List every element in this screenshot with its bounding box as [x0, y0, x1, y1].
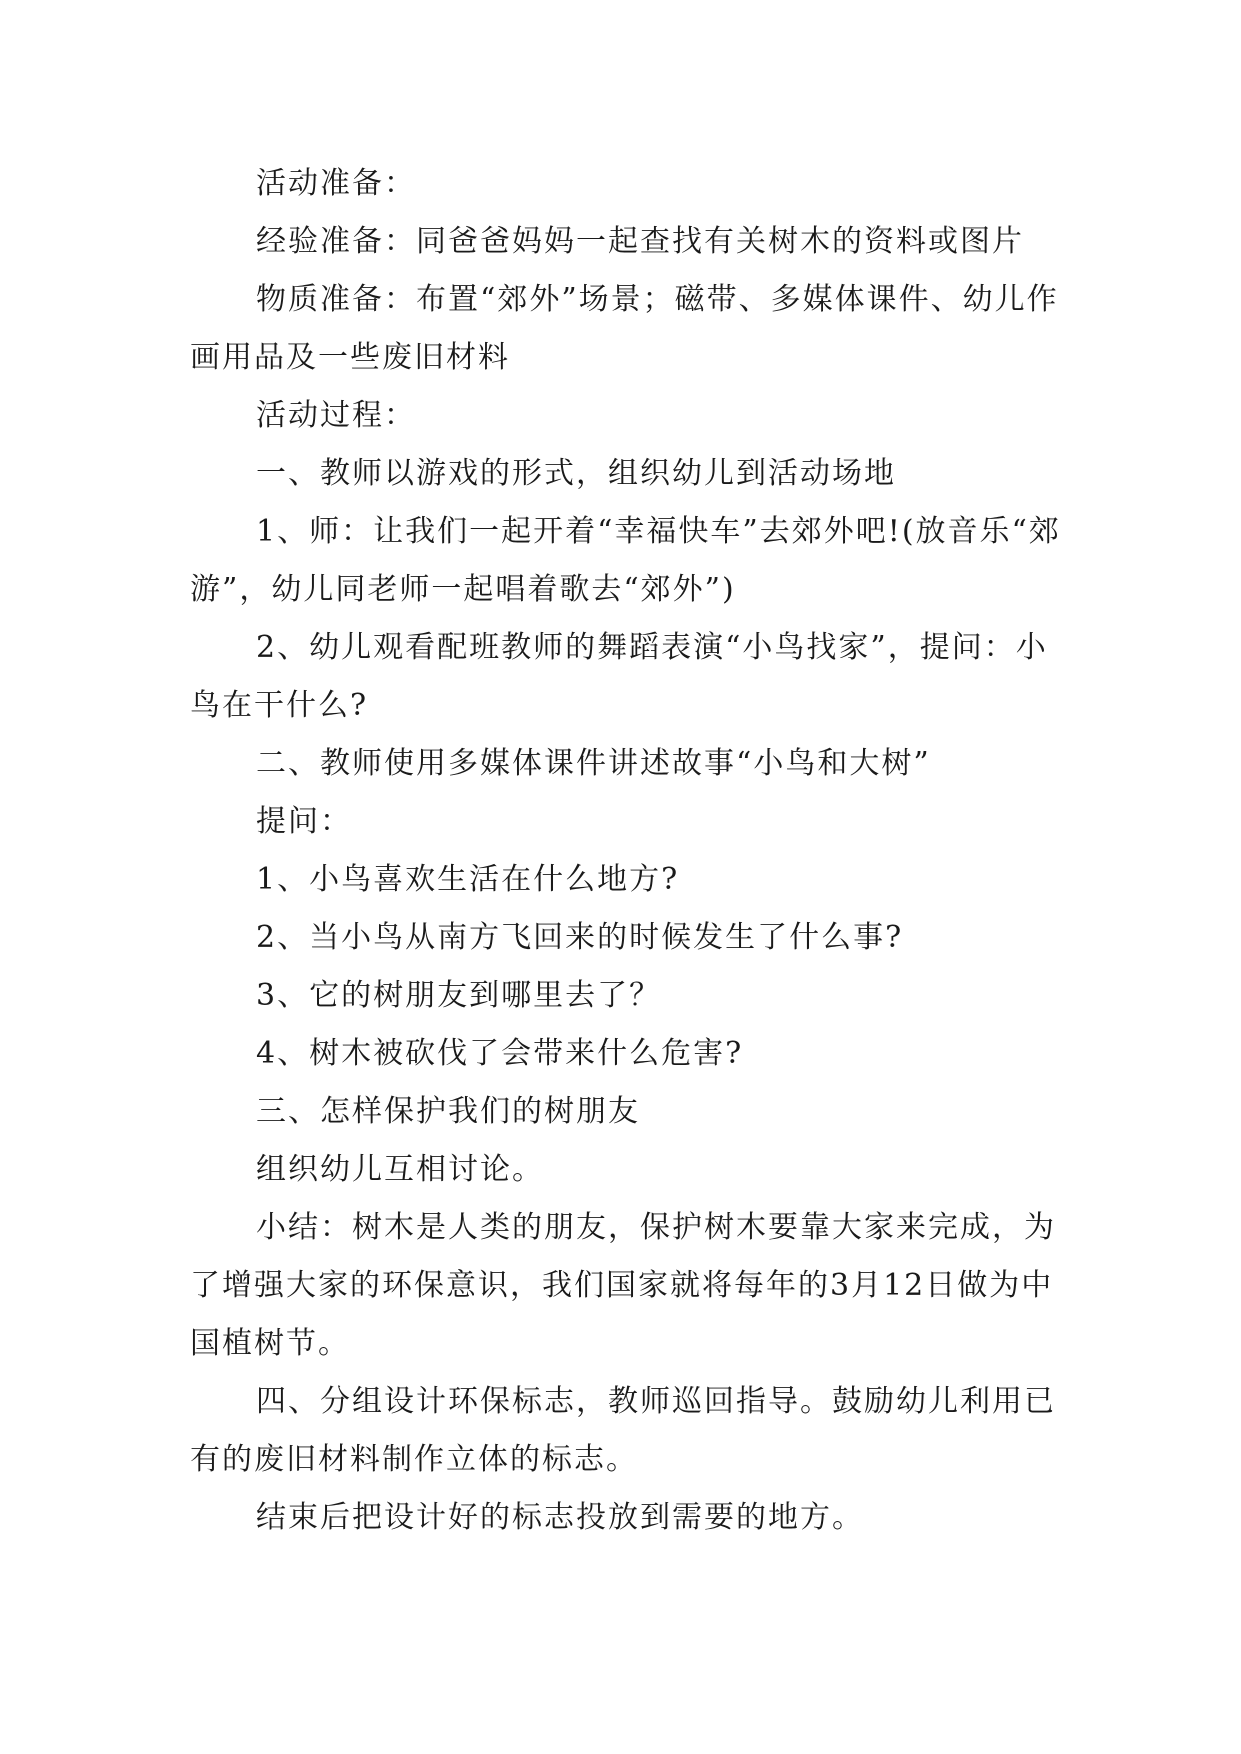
heading-activity-preparation: 活动准备： — [256, 166, 416, 201]
paragraph-discussion: 组织幼儿互相讨论。 — [256, 1152, 544, 1187]
paragraph-step-one-item-1: 1、师：让我们一起开着“幸福快车”去郊外吧!(放音乐“郊游”，幼儿同老师一起唱着歌去“郊外”) — [190, 514, 1061, 607]
paragraph-ending: 结束后把设计好的标志投放到需要的地方。 — [256, 1500, 864, 1535]
paragraph-material-preparation: 物质准备：布置“郊外”场景；磁带、多媒体课件、幼儿作画用品及一些废旧材料 — [190, 282, 1059, 375]
paragraph-step-four: 四、分组设计环保标志，教师巡回指导。鼓励幼儿利用已有的废旧材料制作立体的标志。 — [190, 1384, 1056, 1477]
heading-activity-process: 活动过程： — [256, 398, 416, 433]
paragraph-question-3: 3、它的树朋友到哪里去了？ — [256, 978, 662, 1013]
paragraph-question-4: 4、树木被砍伐了会带来什么危害? — [256, 1036, 744, 1071]
document-body — [190, 155, 1070, 1547]
paragraph-question-2: 2、当小鸟从南方飞回来的时候发生了什么事? — [256, 920, 904, 955]
paragraph-question-1: 1、小鸟喜欢生活在什么地方? — [256, 862, 680, 897]
paragraph-step-one: 一、教师以游戏的形式，组织幼儿到活动场地 — [256, 456, 896, 491]
paragraph-summary: 小结：树木是人类的朋友，保护树木要靠大家来完成，为了增强大家的环保意识，我们国家就将每年的3月12日做为中国植树节。 — [190, 1210, 1056, 1361]
paragraph-experience-preparation: 经验准备：同爸爸妈妈一起查找有关树木的资料或图片 — [256, 224, 1024, 259]
paragraph-step-three: 三、怎样保护我们的树朋友 — [256, 1094, 640, 1129]
paragraph-step-one-item-2: 2、幼儿观看配班教师的舞蹈表演“小鸟找家”，提问：小鸟在干什么? — [190, 630, 1048, 723]
paragraph-questions-label: 提问： — [256, 804, 352, 839]
paragraph-step-two: 二、教师使用多媒体课件讲述故事“小鸟和大树” — [256, 746, 931, 781]
